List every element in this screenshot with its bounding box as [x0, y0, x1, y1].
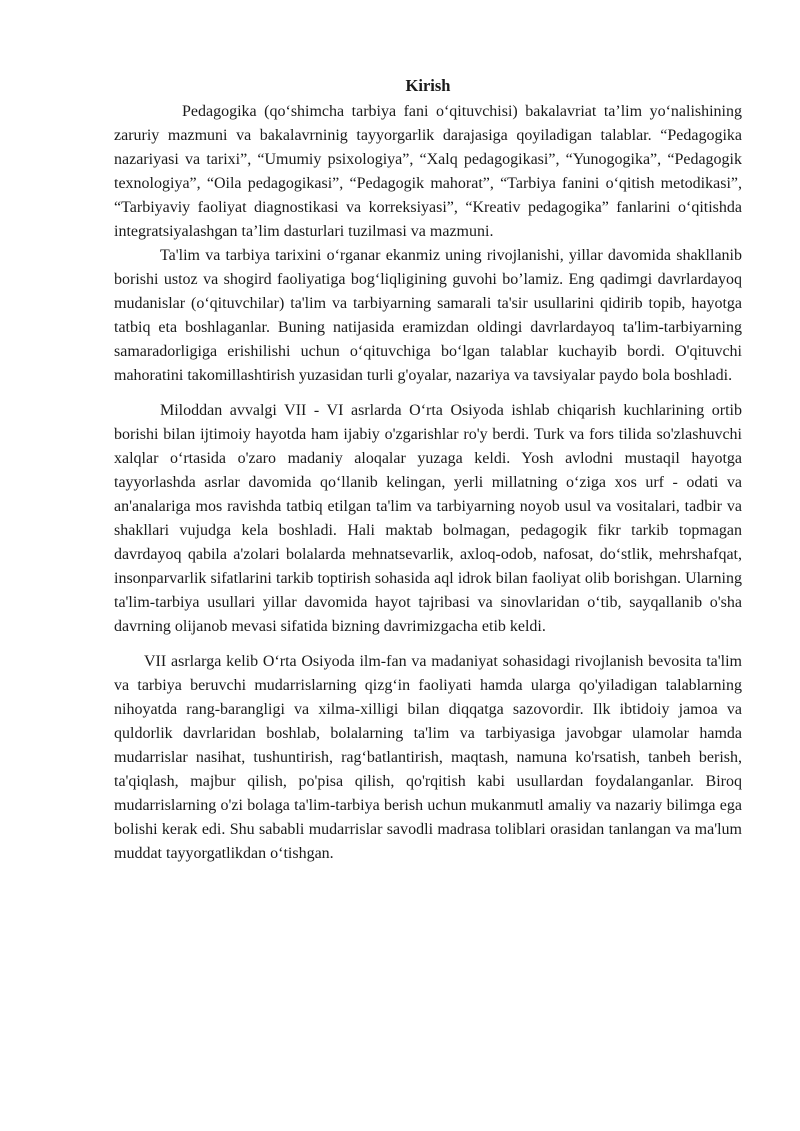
document-title: Kirish	[405, 76, 451, 95]
paragraph-intro: Pedagogika (qo‘shimcha tarbiya fani o‘qituvchisi) bakalavriat ta’lim yo‘nalishining zaruriy mazmuni va bakalavrninig tayyorgarlik darajasiga qoyiladigan talablar. “Pedagogika nazariyasi va tarixi”, “Umumiy psixologiya”, “Xalq pedagogikasi”, “Yunogogika”, “Pedagogik texnologiya”, “Oila pedagogikasi”, “Pedagogik mahorat”, “Tarbiya fanini o‘qitish metodikasi”, “Tarbiyaviy faoliyat diagnostikasi va korreksiyasi”, “Kreativ pedagogika” fanlarini o‘qitishda integratsiyalashgan ta’lim dasturlari tuzilmasi va mazmuni.	[114, 103, 742, 240]
document-page	[114, 74, 742, 866]
paragraph-history: Ta'lim va tarbiya tarixini o‘rganar ekanmiz uning rivojlanishi, yillar davomida shakllanib borishi ustoz va shogird faoliyatiga bog‘liqligining guvohi bo’lamiz. Eng qadimgi davrlardayoq mudanislar (o‘qituvchilar) ta'lim va tarbiyarning samarali ta'sir usullarini qidirib topib, hayotga tatbiq eta boshlaganlar. Buning natijasida eramizdan oldingi davrlardayoq ta'lim-tarbiyarning samaradorligiga erishilishi uchun o‘qituvchiga bo‘lgan talablar kuchayib bordi. O'qituvchi mahoratini takomillashtirish yuzasidan turli g'oyalar, nazariya va tavsiyalar paydo bola boshladi.	[114, 247, 742, 384]
paragraph-seventh-century: VII asrlarga kelib O‘rta Osiyoda ilm-fan va madaniyat sohasidagi rivojlanish bevosita ta'lim va tarbiya beruvchi mudarrislarning qizg‘in faoliyati hamda ularga qo'yiladigan talablarning nihoyatda rang-barangligi va xilma-xilligi bilan diqqatga sazovordir. Ilk ibtidoiy jamoa va quldorlik davrlaridan boshlab, bolalarning ta'lim va tarbiyasiga javobgar ulamolar hamda mudarrislar nasihat, tushuntirish, rag‘batlantirish, maqtash, namuna ko'rsatish, tanbeh berish, ta'qiqlash, majbur qilish, po'pisa qilish, qo'rqitish kabi usullardan foydalanganlar. Biroq mudarrislarning o'zi bolaga ta'lim-tarbiya berish uchun mukanmutl amaliy va nazariy bilimga ega bolishi kerak edi. Shu sababli mudarrislar savodli madrasa toliblari orasidan tanlangan va ma'lum muddat tayyorgatlikdan o‘tishgan.	[114, 653, 742, 862]
paragraph-ancient-central-asia: Miloddan avvalgi VII - VI asrlarda O‘rta Osiyoda ishlab chiqarish kuchlarining ortib borishi bilan ijtimoiy hayotda ham ijabiy o'zgarishlar ro'y berdi. Turk va fors tilida so'zlashuvchi xalqlar o‘rtasida o'zaro madaniy aloqalar yuzaga keldi. Yosh avlodni mustaqil hayotga tayyorlashda asrlar davomida qo‘llanib kelingan, yerli millatning o‘ziga xos urf - odati va an'analariga mos ravishda tatbiq etilgan ta'lim va tarbiyarning noyob usul va vositalari, tadbir va shakllari vujudga kela boshladi. Hali maktab bolmagan, pedagogik fikr tarkib topmagan davrdayoq qabila a'zolari bolalarda mehnatsevarlik, axloq-odob, nafosat, do‘stlik, mehrshafqat, insonparvarlik sifatlarini tarkib toptirish sohasida aql idrok bilan faoliyat olib borishgan. Ularning ta'lim-tarbiya usullari yillar davomida hayot tajribasi va sinovlaridan o‘tib, sayqallanib o'sha davrning olijanob mevasi sifatida bizning davrimizgacha etib keldi.	[114, 402, 742, 635]
